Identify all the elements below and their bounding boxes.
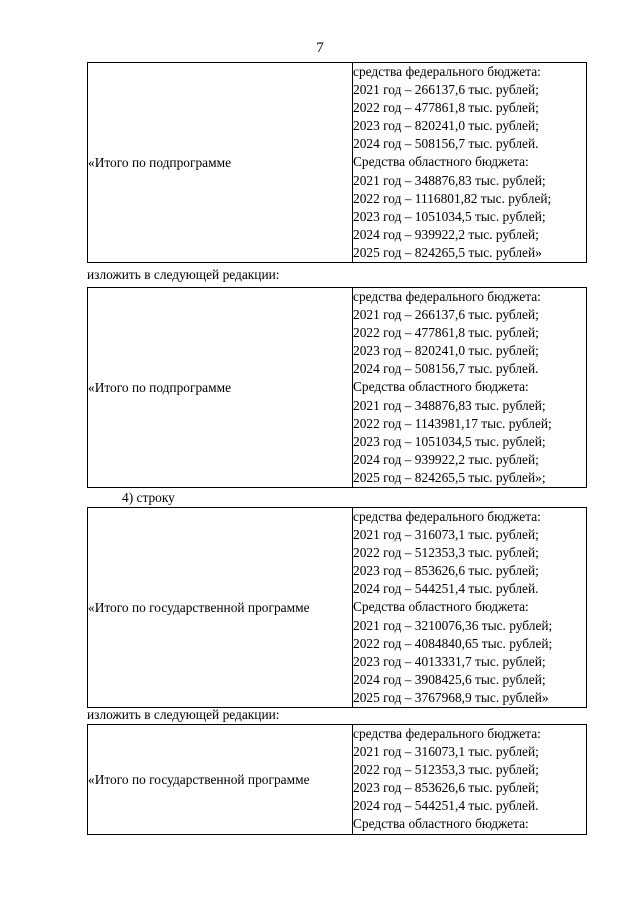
table-row [88,508,587,708]
regional-2021-line: 2021 год – 348876,83 тыс. рублей; [353,397,546,413]
federal-2023-line: 2023 год – 820241,0 тыс. рублей; [353,118,539,134]
federal-2023-line: 2023 год – 853626,6 тыс. рублей; [353,563,539,579]
federal-budget-heading: средства федерального бюджета: [353,509,541,524]
table-row [88,288,587,488]
federal-2022-line: 2022 год – 512353,3 тыс. рублей; [353,762,539,778]
restate-note: изложить в следующей редакции: [87,267,280,282]
regional-2021-line: 2021 год – 3210076,36 тыс. рублей; [353,617,553,633]
restate-note: изложить в следующей редакции: [87,707,280,722]
regional-budget-heading: Средства областного бюджета: [353,379,529,395]
regional-budget-heading: Средства областного бюджета: [353,154,529,170]
page-number: 7 [316,40,324,56]
regional-2023-line: 2023 год – 4013331,7 тыс. рублей; [353,653,546,669]
federal-2024-line: 2024 год – 544251,4 тыс. рублей. [353,798,539,814]
subprogram-total-old-table [87,62,587,263]
federal-2024-line: 2024 год – 508156,7 тыс. рублей. [353,361,539,377]
state-program-total-new-table [87,724,587,835]
regional-2024-line: 2024 год – 3908425,6 тыс. рублей; [353,671,546,687]
regional-2022-line: 2022 год – 4084840,65 тыс. рублей; [353,635,553,651]
funding-values-cell [353,725,587,835]
regional-2025-line: 2025 год – 824265,5 тыс. рублей» [353,244,542,260]
federal-2022-line: 2022 год – 512353,3 тыс. рублей; [353,545,539,561]
regional-2022-line: 2022 год – 1116801,82 тыс. рублей; [353,190,552,206]
federal-budget-heading: средства федерального бюджета: [353,289,541,304]
federal-2021-line: 2021 год – 266137,6 тыс. рублей; [353,307,539,323]
federal-budget-heading: средства федерального бюджета: [353,726,541,741]
regional-2023-line: 2023 год – 1051034,5 тыс. рублей; [353,433,546,449]
item-4-note: 4) строку [122,490,175,505]
federal-2024-line: 2024 год – 544251,4 тыс. рублей. [353,581,539,597]
federal-2021-line: 2021 год – 266137,6 тыс. рублей; [353,82,539,98]
regional-budget-heading: Средства областного бюджета: [353,816,529,832]
row-label: «Итого по государственной программе [88,725,353,835]
regional-2024-line: 2024 год – 939922,2 тыс. рублей; [353,451,539,467]
federal-2022-line: 2022 год – 477861,8 тыс. рублей; [353,100,539,116]
row-label: «Итого по подпрограмме [88,63,353,263]
regional-2022-line: 2022 год – 1143981,17 тыс. рублей; [353,415,552,431]
federal-2023-line: 2023 год – 853626,6 тыс. рублей; [353,780,539,796]
federal-budget-heading: средства федерального бюджета: [353,64,541,79]
federal-2021-line: 2021 год – 316073,1 тыс. рублей; [353,527,539,543]
regional-2024-line: 2024 год – 939922,2 тыс. рублей; [353,226,539,242]
regional-2025-line: 2025 год – 3767968,9 тыс. рублей» [353,689,549,705]
regional-2021-line: 2021 год – 348876,83 тыс. рублей; [353,172,546,188]
federal-2022-line: 2022 год – 477861,8 тыс. рублей; [353,325,539,341]
table-row [88,63,587,263]
subprogram-total-new-table [87,287,587,488]
regional-budget-heading: Средства областного бюджета: [353,599,529,615]
row-label: «Итого по государственной программе [88,508,353,708]
state-program-total-old-table [87,507,587,708]
funding-values-cell [353,508,587,708]
federal-2023-line: 2023 год – 820241,0 тыс. рублей; [353,343,539,359]
funding-values-cell [353,288,587,488]
federal-2024-line: 2024 год – 508156,7 тыс. рублей. [353,136,539,152]
regional-2025-line: 2025 год – 824265,5 тыс. рублей»; [353,469,546,485]
funding-values-cell [353,63,587,263]
federal-2021-line: 2021 год – 316073,1 тыс. рублей; [353,744,539,760]
row-label: «Итого по подпрограмме [88,288,353,488]
regional-2023-line: 2023 год – 1051034,5 тыс. рублей; [353,208,546,224]
table-row [88,725,587,835]
